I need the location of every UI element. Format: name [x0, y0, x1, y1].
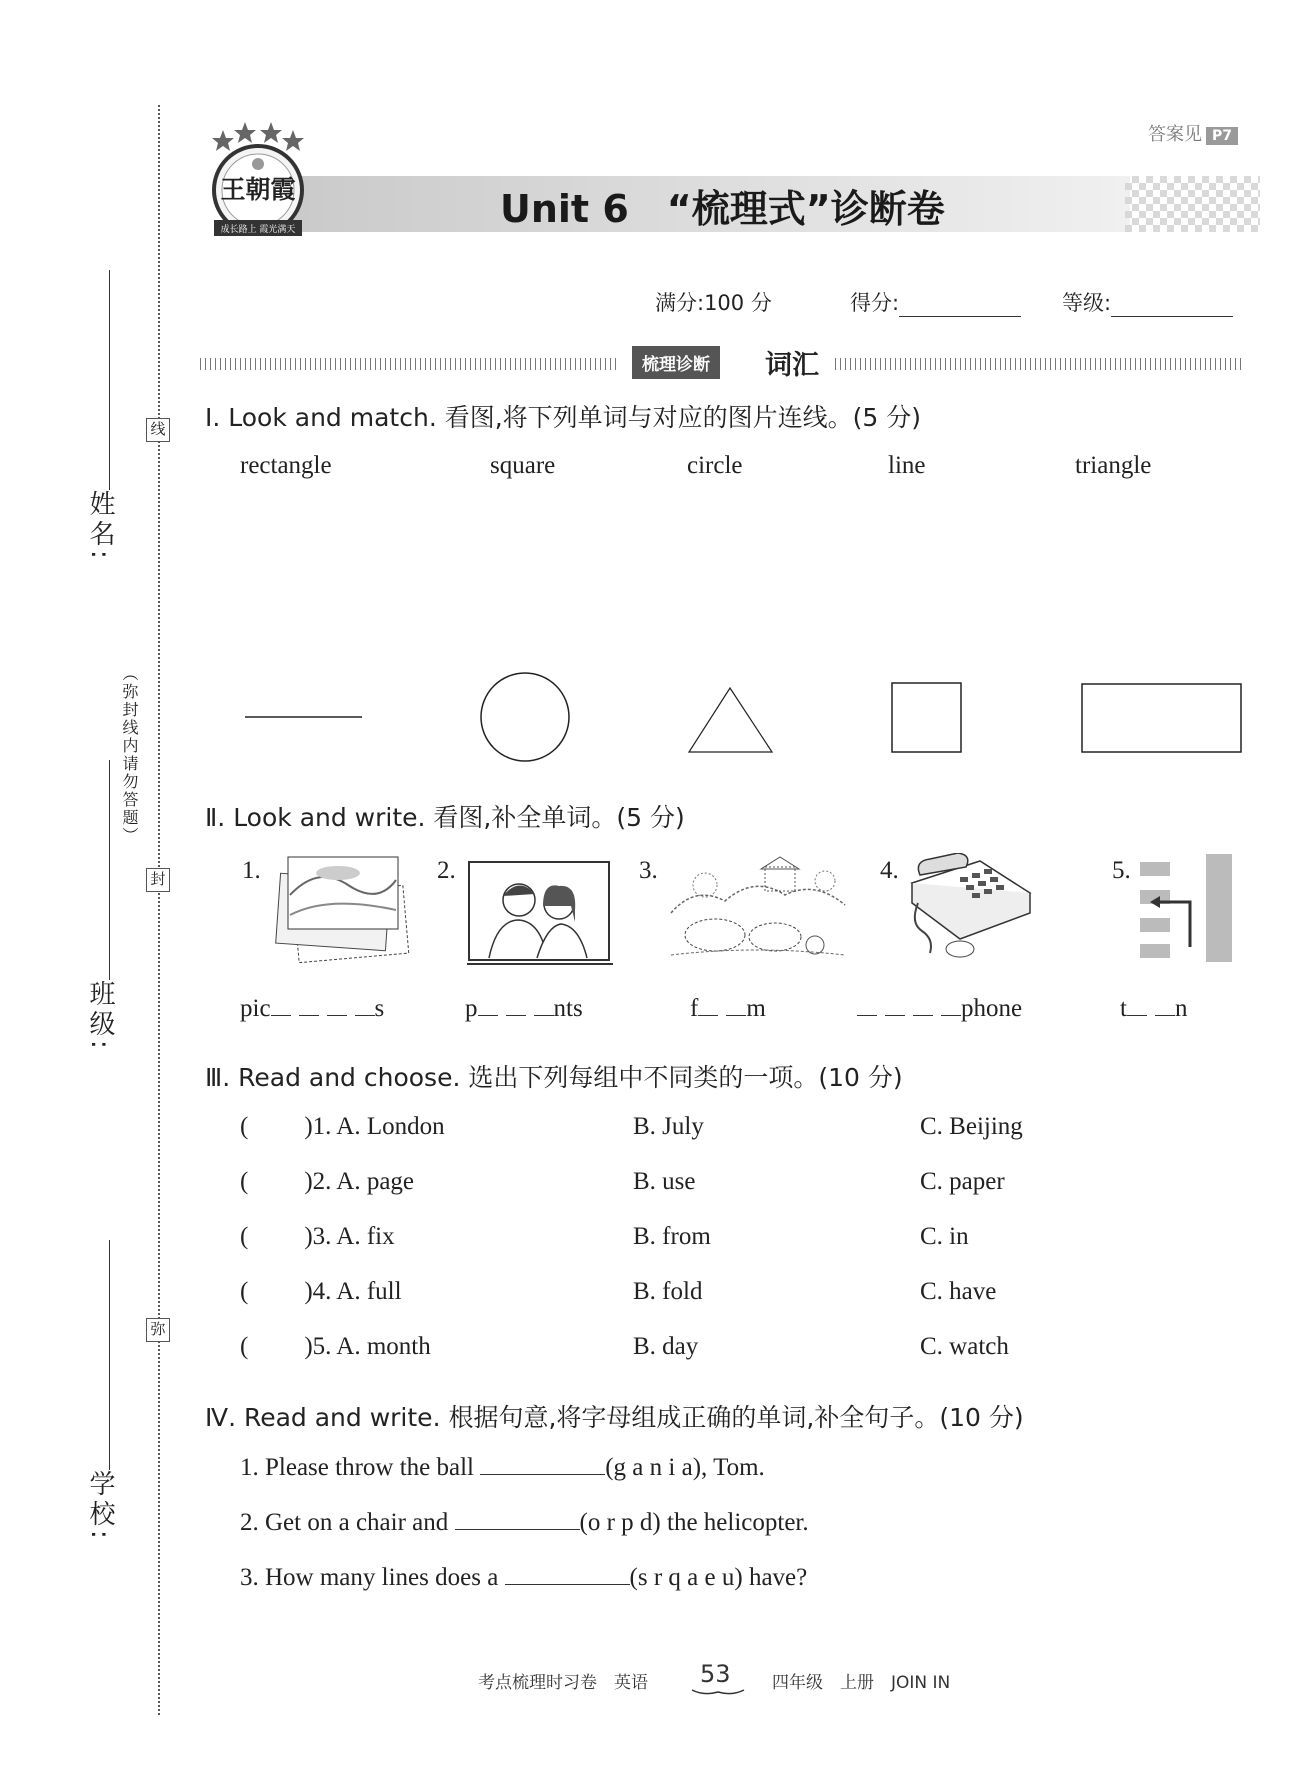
option-a: )1. A. London: [304, 1113, 445, 1140]
name-label: 姓名:: [85, 490, 115, 563]
page-number: 53: [700, 1660, 731, 1688]
option-b: B. from: [633, 1223, 711, 1250]
q2-number: 3.: [639, 857, 658, 884]
answer-paren[interactable]: (: [240, 1223, 249, 1250]
score-label: 得分:: [850, 291, 900, 315]
q4-item-2: [240, 1507, 809, 1537]
q3-heading: Ⅲ. Read and choose. 选出下列每组中不同类的一项。(10 分): [205, 1063, 903, 1092]
option-c: C. paper: [920, 1168, 1005, 1195]
option-c: C. watch: [920, 1333, 1009, 1360]
name-line: [109, 270, 110, 490]
option-b: B. fold: [633, 1278, 703, 1305]
option-a: )5. A. month: [304, 1333, 431, 1360]
option-c: C. in: [920, 1223, 969, 1250]
q1-word[interactable]: triangle: [1075, 452, 1152, 479]
q2-prefix: f: [690, 995, 699, 1022]
q4-sentence-start: 1. Please throw the ball: [240, 1454, 474, 1481]
option-a: )3. A. fix: [304, 1223, 395, 1250]
q2-number: 2.: [437, 857, 456, 884]
square-shape[interactable]: [892, 683, 961, 752]
footer-right: 四年级 上册 JOIN IN: [772, 1673, 951, 1693]
q2-suffix: n: [1174, 995, 1188, 1022]
margin-mark-feng: 封: [146, 868, 170, 892]
answer-ref-page: P7: [1206, 127, 1238, 145]
answer-paren[interactable]: (: [240, 1333, 249, 1360]
q3-row-4: [240, 1278, 402, 1306]
book-icon: [690, 1688, 746, 1698]
triangle-shape[interactable]: [689, 688, 772, 752]
school-line: [109, 1240, 110, 1470]
telephone-icon: [900, 853, 1040, 963]
seal-note: （弥封线内请勿答题）: [120, 665, 139, 845]
q1-word[interactable]: line: [888, 452, 926, 479]
letter-blank[interactable]: [355, 993, 375, 1016]
q4-item-1: [240, 1452, 765, 1482]
q2-heading: Ⅱ. Look and write. 看图,补全单词。(5 分): [205, 803, 685, 832]
q2-suffix: s: [374, 995, 385, 1022]
letter-blank[interactable]: [1127, 993, 1147, 1016]
farm-icon: [665, 855, 850, 967]
q2-prefix: p: [465, 995, 478, 1022]
option-b: B. day: [633, 1333, 699, 1360]
q2-item-4: [857, 993, 1022, 1023]
letter-blank[interactable]: [698, 993, 718, 1016]
turn-sign-icon: [1138, 852, 1238, 964]
q1-shapes: [200, 660, 1260, 780]
letter-blank[interactable]: [857, 993, 877, 1016]
q4-sentence-end: the helicopter.: [660, 1509, 809, 1536]
q2-item-2: [465, 993, 583, 1023]
option-b: B. July: [633, 1113, 704, 1140]
class-label: 班级:: [85, 980, 115, 1053]
rectangle-shape[interactable]: [1082, 684, 1241, 752]
margin-mark-xian: 线: [146, 418, 170, 442]
margin-mark-mi: 弥: [146, 1318, 170, 1342]
option-c: C. have: [920, 1278, 997, 1305]
section-tag: 梳理诊断: [632, 346, 720, 379]
class-line: [109, 760, 110, 980]
q4-letters: (s r q a e u): [629, 1564, 743, 1591]
grade-field: [1062, 287, 1233, 317]
q2-suffix: m: [746, 995, 766, 1022]
circle-shape[interactable]: [481, 673, 569, 761]
pictures-icon: [268, 855, 413, 965]
footer-left: 考点梳理时习卷 英语: [478, 1673, 648, 1693]
page-title: Unit 6 “梳理式”诊断卷: [500, 187, 945, 231]
grade-label: 等级:: [1062, 291, 1112, 315]
answer-paren[interactable]: (: [240, 1278, 249, 1305]
q2-number: 5.: [1112, 857, 1131, 884]
letter-blank[interactable]: [506, 993, 526, 1016]
binding-dotted-line: [158, 105, 160, 1715]
q2-prefix: pic: [240, 995, 271, 1022]
answer-paren[interactable]: (: [240, 1168, 249, 1195]
letter-blank[interactable]: [478, 993, 498, 1016]
q4-letters: (o r p d): [579, 1509, 661, 1536]
q2-number: 1.: [242, 857, 261, 884]
q2-item-1: [240, 993, 384, 1023]
title-checker-pattern: [1125, 176, 1260, 232]
school-label: 学校:: [85, 1470, 115, 1543]
score-blank[interactable]: [899, 294, 1021, 317]
answer-paren[interactable]: (: [240, 1113, 249, 1140]
letter-blank[interactable]: [726, 993, 746, 1016]
q3-row-5: [240, 1333, 431, 1361]
q1-heading: Ⅰ. Look and match. 看图,将下列单词与对应的图片连线。(5 分): [205, 403, 922, 432]
parents-icon: [467, 860, 615, 968]
q4-sentence-start: 2. Get on a chair and: [240, 1509, 449, 1536]
full-score: 满分:100 分: [655, 291, 772, 315]
q4-item-3: [240, 1562, 807, 1592]
letter-blank[interactable]: [299, 993, 319, 1016]
letter-blank[interactable]: [941, 993, 961, 1016]
score-field: [850, 287, 1021, 317]
option-b: B. use: [633, 1168, 696, 1195]
answer-blank[interactable]: [480, 1452, 605, 1475]
option-a: )4. A. full: [304, 1278, 402, 1305]
q4-sentence-end: have?: [742, 1564, 808, 1591]
section-title: 词汇: [765, 350, 819, 381]
q2-item-5: [1120, 993, 1187, 1023]
divider-left: [200, 358, 620, 370]
letter-blank[interactable]: [913, 993, 933, 1016]
letter-blank[interactable]: [885, 993, 905, 1016]
divider-right: [835, 358, 1245, 370]
letter-blank[interactable]: [327, 993, 347, 1016]
option-a: )2. A. page: [304, 1168, 415, 1195]
q3-row-2: [240, 1168, 414, 1196]
q4-sentence-end: , Tom.: [701, 1454, 765, 1481]
q3-row-3: [240, 1223, 395, 1251]
q3-row-1: [240, 1113, 445, 1141]
grade-blank[interactable]: [1111, 294, 1233, 317]
q2-item-3: [690, 993, 766, 1023]
letter-blank[interactable]: [271, 993, 291, 1016]
letter-blank[interactable]: [534, 993, 554, 1016]
answer-blank[interactable]: [455, 1507, 580, 1530]
answer-ref-label: 答案见: [1148, 124, 1202, 145]
answer-blank[interactable]: [505, 1562, 630, 1585]
q2-number: 4.: [880, 857, 899, 884]
brand-logo: [198, 120, 318, 245]
option-c: C. Beijing: [920, 1113, 1023, 1140]
letter-blank[interactable]: [1155, 993, 1175, 1016]
q2-suffix: phone: [961, 995, 1023, 1022]
logo-name: 王朝霞: [220, 175, 296, 204]
logo-slogan: 成长路上 霞光满天: [220, 225, 296, 235]
q1-word[interactable]: rectangle: [240, 452, 332, 479]
q2-suffix: nts: [553, 995, 583, 1022]
q4-heading: Ⅳ. Read and write. 根据句意,将字母组成正确的单词,补全句子。(10 分): [205, 1403, 1024, 1432]
q1-word[interactable]: circle: [687, 452, 743, 479]
answer-reference: [1148, 120, 1238, 146]
q4-letters: (g a n i a): [605, 1454, 702, 1481]
q2-prefix: t: [1120, 995, 1127, 1022]
q4-sentence-start: 3. How many lines does a: [240, 1564, 499, 1591]
q1-word[interactable]: square: [490, 452, 556, 479]
